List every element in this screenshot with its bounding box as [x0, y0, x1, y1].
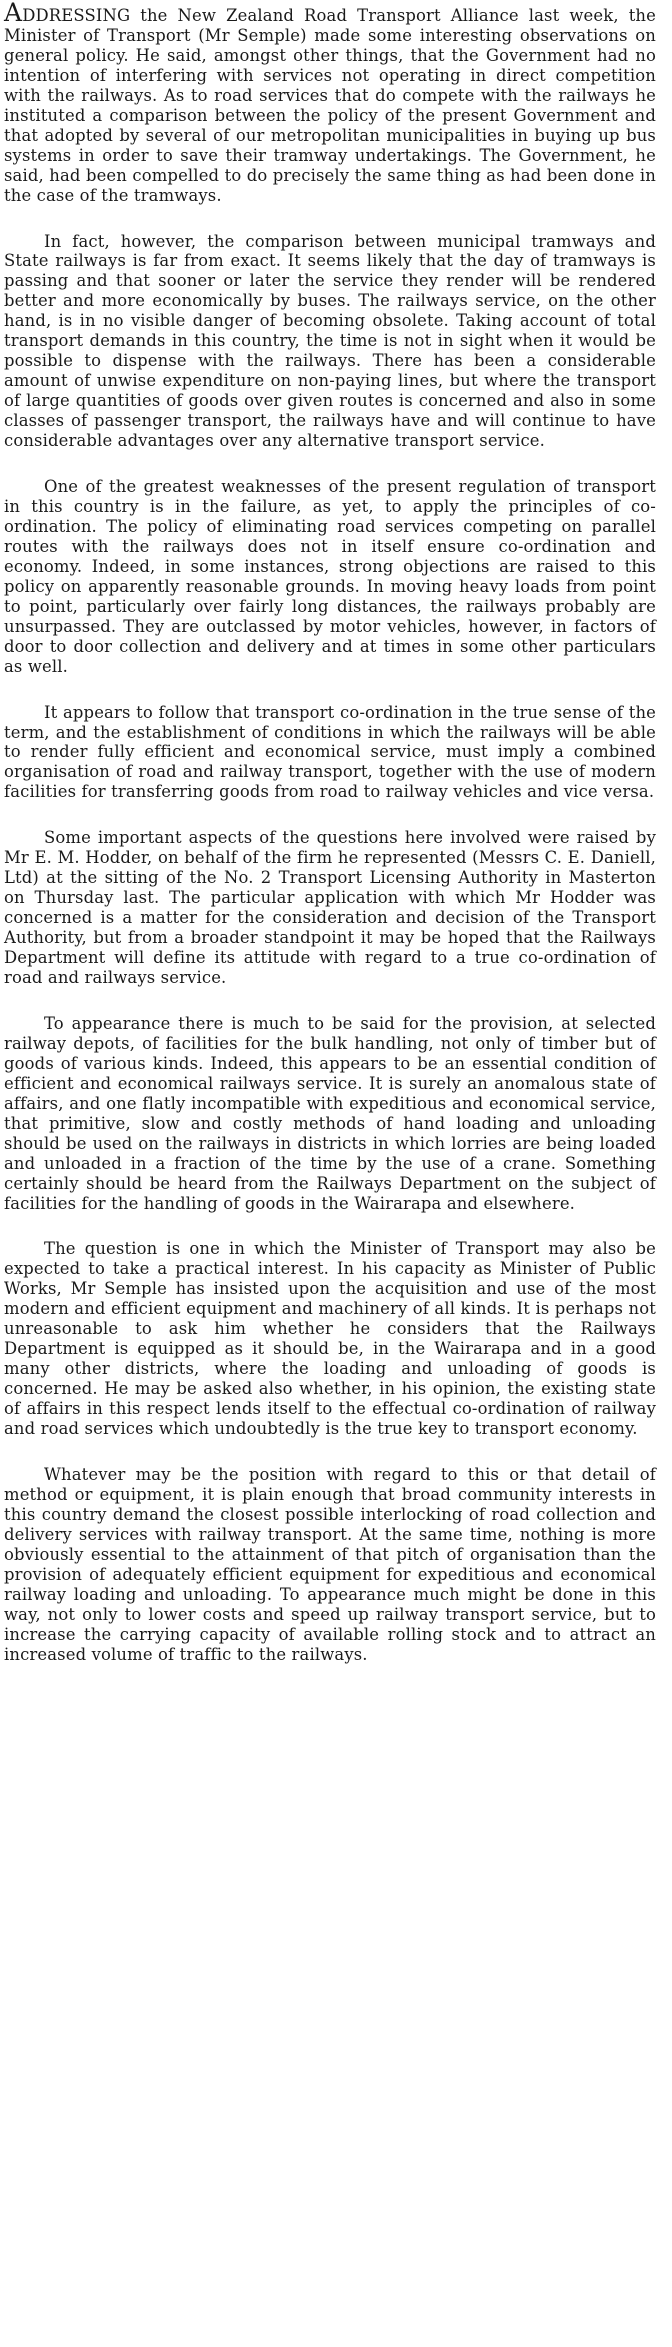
article-column: [4, 0, 656, 1665]
paragraph-3: One of the greatest weaknesses of the present regulation of transport in this country is in the failure, as yet, to apply the principles of co-ordination. The policy of eliminating road services competing on parallel routes with the railways does not in itself ensure co-ordination and economy. Indeed, in some instances, strong objections are raised to this policy on apparently reasonable grounds. In moving heavy loads from point to point, particularly over fairly long distances, the railways probably are unsurpassed. They are outclassed by motor vehicles, however, in factors of door to door collection and delivery and at times in some other particulars as well.: [4, 477, 656, 676]
paragraph-5: Some important aspects of the questions here involved were raised by Mr E. M. Hodder, on behalf of the firm he represented (Messrs C. E. Daniell, Ltd) at the sitting of the No. 2 Transport Licensing Authority in Masterton on Thursday last. The particular application with which Mr Hodder was concerned is a matter for the consideration and decision of the Transport Authority, but from a broader standpoint it may be hoped that the Railways Department will define its attitude with regard to a true co-ordination of road and railways service.: [4, 828, 656, 987]
paragraph-8: Whatever may be the position with regard to this or that detail of method or equipment, it is plain enough that broad community interests in this country demand the closest possible interlocking of road collection and delivery services with railway transport. At the same time, nothing is more obviously essential to the attainment of that pitch of organisation than the provision of adequately efficient equipment for expeditious and economical railway loading and unloading. To appearance much might be done in this way, not only to lower costs and speed up railway transport service, but to increase the carrying capacity of available rolling stock and to attract an increased volume of traffic to the railways.: [4, 1465, 656, 1664]
paragraph-4: It appears to follow that transport co-ordination in the true sense of the term, and the establishment of conditions in which the railways will be able to render fully efficient and economical service, must imply a combined organisation of road and railway transport, together with the use of modern facilities for transferring goods from road to railway vehicles and vice versa.: [4, 702, 656, 802]
paragraph-2: In fact, however, the comparison between municipal tramways and State railways is far from exact. It seems likely that the day of tramways is passing and that sooner or later the service they render will be rendered better and more economically by buses. The railways service, on the other hand, is in no visible danger of becoming obsolete. Taking account of total transport demands in this country, the time is not in sight when it would be possible to dispense with the railways. There has been a considerable amount of unwise expenditure on non-paying lines, but where the transport of large quantities of goods over given routes is concerned and also in some classes of passenger transport, the railways have and will continue to have considerable advantages over any alternative transport service.: [4, 231, 656, 451]
paragraph-6: To appearance there is much to be said for the provision, at selected railway depots, of facilities for the bulk handling, not only of timber but of goods of various kinds. Indeed, this appears to be an essential condition of efficient and economical railways service. It is surely an anomalous state of affairs, and one flatly incompatible with expeditious and economical service, that primitive, slow and costly methods of hand loading and unloading should be used on the railways in districts in which lorries are being loaded and unloaded in a fraction of the time by the use of a crane. Something certainly should be heard from the Railways Department on the subject of facilities for the handling of goods in the Wairarapa and elsewhere.: [4, 1013, 656, 1213]
paragraph-1: [4, 0, 656, 206]
paragraph-1-text: DDRESSING the New Zealand Road Transport Alliance last week, the Minister of Transport (Mr Semple) made some interesting observations on general policy. He said, amongst other things, that the Government had no intention of interfering with services not operating in direct competition with the railways. As to road services that do compete with the railways he instituted a comparison between the policy of the present Government and that adopted by several of our metropolitan municipalities in buying up bus systems in order to save their tramway undertakings. The Government, he said, had been compelled to do precisely the same thing as had been done in the case of the tramways.: [4, 6, 656, 205]
drop-cap-initial: A: [4, 0, 23, 27]
paragraph-7: The question is one in which the Minister of Transport may also be expected to take a practical interest. In his capacity as Minister of Public Works, Mr Semple has insisted upon the acquisition and use of the most modern and efficient equipment and machinery of all kinds. It is perhaps not unreasonable to ask him whether he considers that the Railways Department is equipped as it should be, in the Wairarapa and in a good many other districts, where the loading and unloading of goods is concerned. He may be asked also whether, in his opinion, the existing state of affairs in this respect lends itself to the effectual co-ordination of railway and road services which undoubtedly is the true key to transport economy.: [4, 1239, 656, 1439]
